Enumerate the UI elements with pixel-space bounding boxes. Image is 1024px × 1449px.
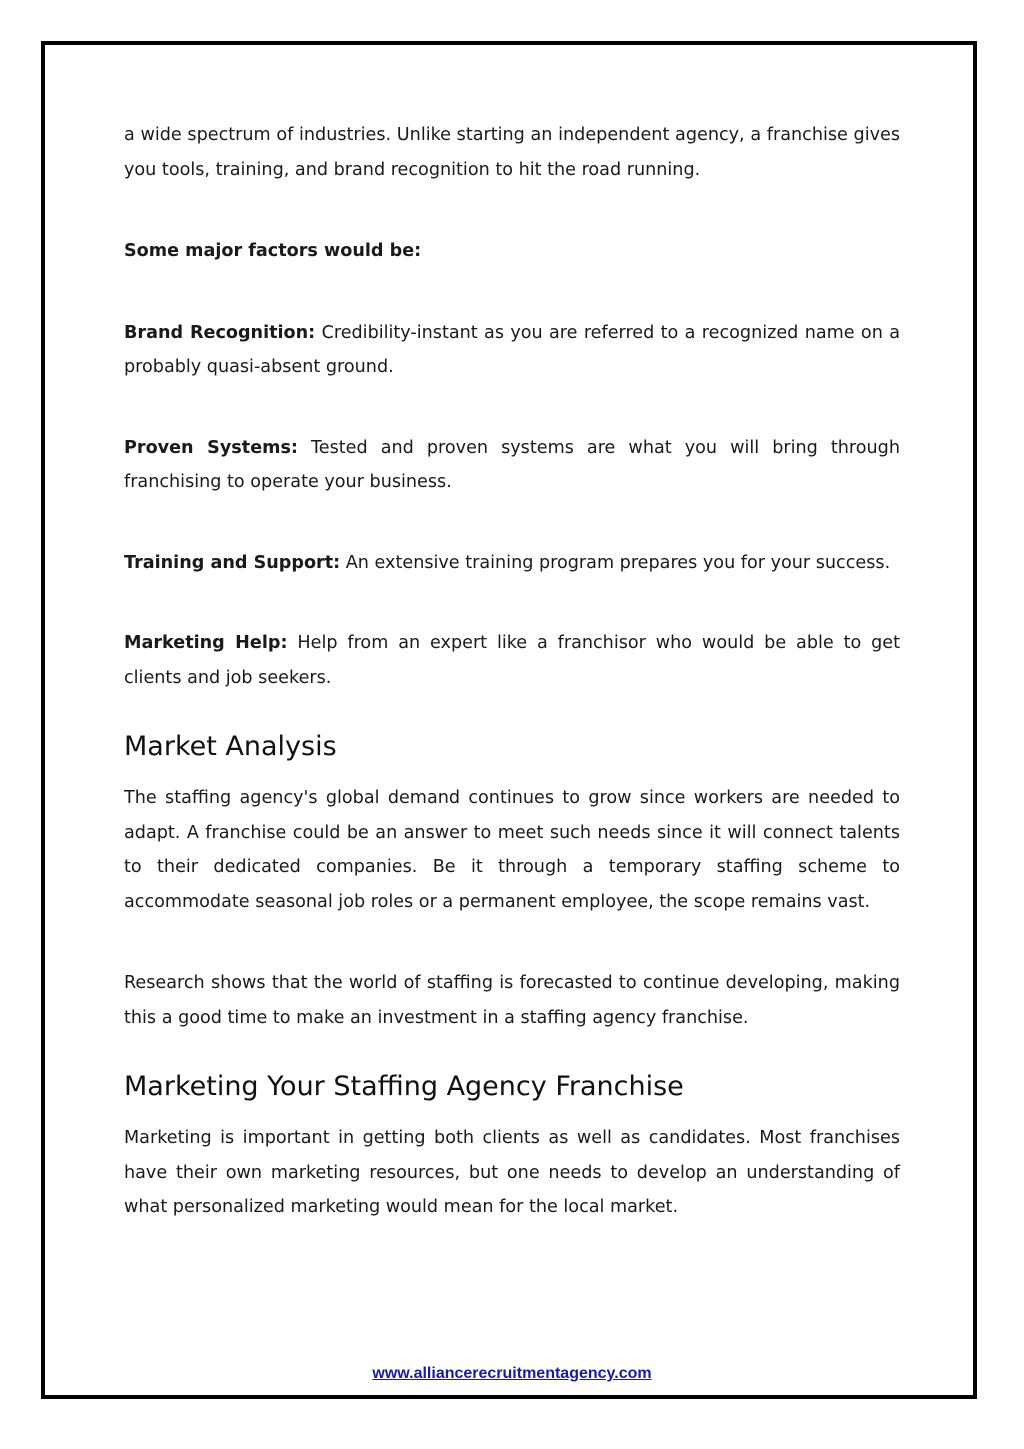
factor-title: Brand Recognition:	[124, 322, 316, 343]
market-analysis-heading: Market Analysis	[124, 731, 337, 762]
factor-brand-recognition	[124, 316, 900, 385]
factor-marketing-help	[124, 626, 900, 695]
factor-title: Marketing Help:	[124, 633, 288, 653]
market-analysis-paragraph-2: Research shows that the world of staffing is forecasted to continue developing, making this a good time to make an investment in a staffing agency franchise.	[124, 973, 900, 1028]
factor-text: Help from an expert like a franchisor who would be able to get clients and job seekers.	[124, 633, 901, 688]
document-body	[124, 118, 900, 1225]
market-analysis-paragraph-1: The staffing agency's global demand continues to grow since workers are needed to adapt. A franchise could be an answer to meet such needs since it will connect talents to their dedicated companies. Be it through a temporary staffing scheme to accommodate seasonal job roles or a permanent employee, the scope remains vast.	[124, 788, 900, 912]
factor-proven-systems	[124, 431, 900, 500]
factor-text: Credibility-instant as you are referred to a recognized name on a probably quasi-absent ground.	[124, 322, 900, 377]
footer-website-link[interactable]: www.alliancerecruitmentagency.com	[372, 1365, 652, 1382]
factor-text: An extensive training program prepares you for your success.	[345, 552, 891, 573]
marketing-heading: Marketing Your Staffing Agency Franchise	[124, 1071, 684, 1102]
factor-training-support	[124, 546, 900, 581]
factor-title: Proven Systems:	[124, 437, 298, 458]
factors-heading	[124, 234, 900, 269]
marketing-paragraph: Marketing is important in getting both clients as well as candidates. Most franchises have their own marketing resources, but one needs to develop an understanding of what personalized marketing would mean for the local market.	[124, 1128, 900, 1217]
factors-heading-text: Some major factors would be:	[124, 241, 422, 261]
intro-paragraph: a wide spectrum of industries. Unlike starting an independent agency, a franchise gives you tools, training, and brand recognition to hit the road running.	[124, 125, 900, 180]
factor-text: Tested and proven systems are what you will bring through franchising to operate your business.	[124, 437, 900, 492]
factor-title: Training and Support:	[124, 552, 341, 573]
